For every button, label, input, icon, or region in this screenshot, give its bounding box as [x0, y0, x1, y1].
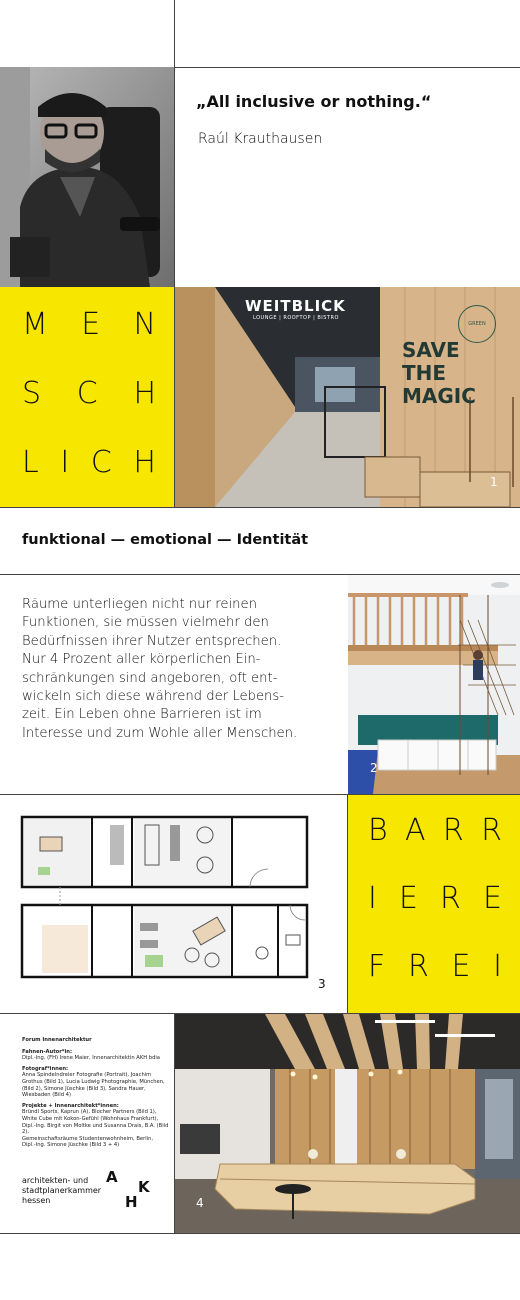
divider: [174, 0, 175, 67]
letter: L: [22, 445, 39, 480]
credits-heading: Fotograf*innen:: [22, 1065, 69, 1072]
letter: S: [22, 376, 42, 411]
divider: [347, 794, 348, 1013]
letter: R: [442, 813, 464, 848]
image-number: 3: [318, 977, 326, 991]
wall-text: SAVE THE MAGIC: [402, 338, 476, 408]
divider: [174, 67, 175, 287]
divider: [174, 287, 175, 507]
photo-restaurant: [175, 287, 520, 507]
letter: I: [368, 881, 377, 916]
tagline: funktional — emotional — Identität: [22, 532, 309, 548]
letter: R: [407, 949, 429, 984]
body-text: Räume unterliegen nicht nur reinen Funktionen, sie müssen vielmehr den Bedürfnissen ihrer Nutzer entsprechen. Nur 4 Prozent aller körperlichen Ein- schränkungen sind angeboren, oft ent- wickeln sich diese während der Lebens- zeit. Ein Leben ohne Barrieren ist im Interesse und zum Wohle aller Menschen.: [22, 597, 298, 741]
sign-title: WEITBLICK: [245, 297, 346, 315]
quote-text: „All inclusive or nothing.“: [196, 92, 432, 111]
credits-title: Forum Innenarchitektur: [22, 1037, 92, 1043]
letter: I: [60, 445, 70, 480]
divider: [174, 1013, 175, 1233]
portrait-photo: [0, 67, 174, 287]
photo-loft-bed: [348, 575, 520, 794]
sign-subtitle: LOUNGE | ROOFTOP | BISTRO: [253, 315, 339, 321]
divider: [0, 507, 520, 508]
letter: R: [440, 881, 461, 916]
barrierefrei-block: [348, 795, 520, 1013]
letter: E: [398, 881, 418, 916]
letter: B: [368, 813, 388, 848]
letter: H: [133, 376, 156, 411]
credits-heading: Projekte + Innenarchitekt*innen:: [22, 1102, 119, 1109]
credits-heading: Fahnen-Autor*in:: [22, 1048, 73, 1055]
photo-lounge: [175, 1014, 520, 1233]
letter: E: [81, 307, 101, 342]
letter: C: [76, 376, 98, 411]
letter: R: [481, 813, 502, 848]
image-number: 2: [370, 761, 378, 775]
org-name: architekten- und stadtplanerkammer hessen: [22, 1176, 102, 1205]
letter: E: [483, 881, 502, 916]
letter: A: [405, 813, 426, 848]
image-number: 1: [490, 475, 498, 489]
quote-author: Raúl Krauthausen: [198, 131, 323, 147]
floor-plan: [0, 795, 347, 1013]
letter: F: [368, 949, 386, 984]
green-logo: GREEN: [458, 305, 496, 343]
akh-logo: A H K: [106, 1168, 150, 1211]
credits: Forum Innenarchitektur Fahnen-Autor*in: Dipl.-Ing. (FH) Irene Maier, Innenarchitektin AKH bdia Fotograf*innen: Anna Spindelndreier Fotografie (Portrait), Joachim Grothus (Bild 1), Lucia Ludwig Photographie, München, (Bild 2), Simone Jüschke (Bild 3), Sandra Hauer, Wiesbaden (Bild 4) Projekte + Innenarchitekt*innen: Bründl Sports, Kaprun (A), Blocher Partners (Bild 1), White Cube mit Kokon-Gefühl (Wohnhaus Frankfurt), Dipl.-Ing. Birgit von Moltke und Susanna Drais, B.A. (Bild 2), Gemeinschaftsräume Studentenwohnheim, Berlin, Dipl.-Ing. Simone Jüschke (Bild 3 + 4): [22, 1037, 172, 1149]
letter: C: [90, 445, 112, 480]
letter: I: [493, 949, 502, 984]
letter: M: [22, 307, 48, 342]
letter: H: [133, 445, 156, 480]
image-number: 4: [196, 1196, 204, 1210]
letter: E: [451, 949, 471, 984]
letter: N: [133, 307, 156, 342]
divider: [0, 1233, 520, 1234]
mensch-block: [0, 287, 174, 507]
